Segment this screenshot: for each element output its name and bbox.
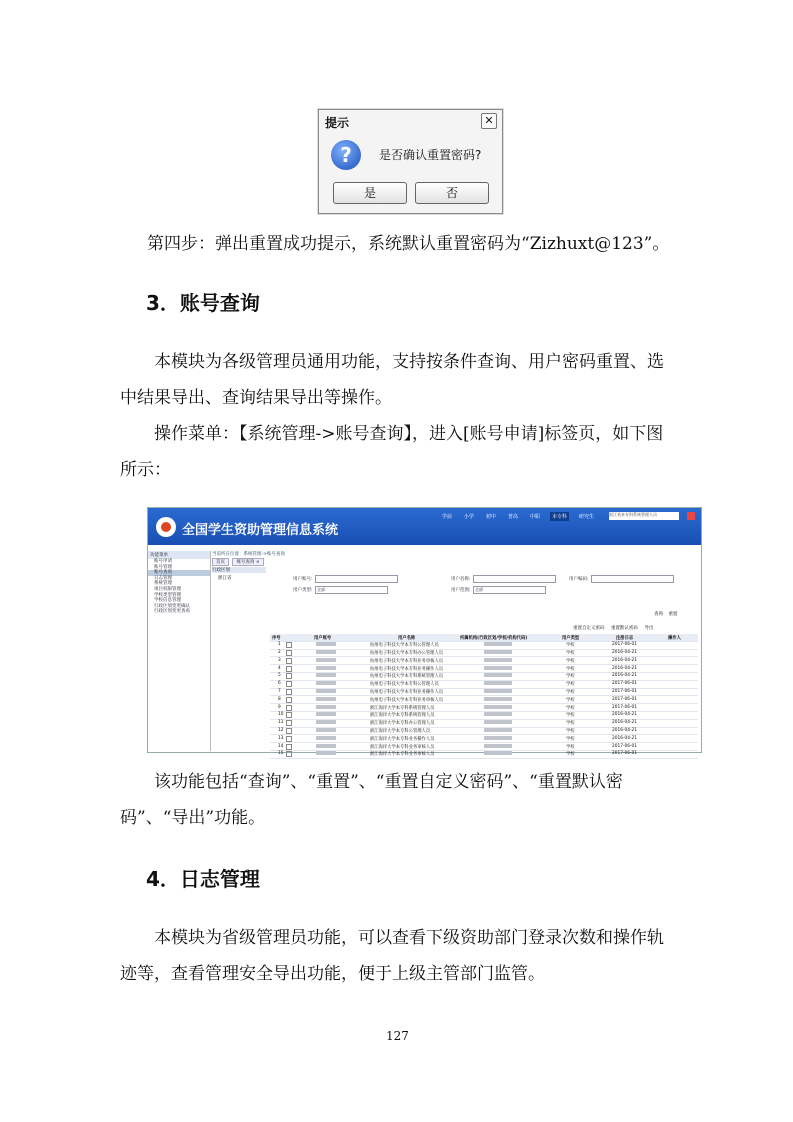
date-cell: 2016-04-21 <box>612 665 637 671</box>
row-checkbox[interactable] <box>286 705 292 712</box>
account-redacted <box>316 751 336 757</box>
row-checkbox[interactable] <box>286 744 292 751</box>
account-redacted <box>316 720 336 726</box>
account-redacted <box>316 705 336 711</box>
row-checkbox[interactable] <box>286 689 292 696</box>
row-number: 3 <box>278 657 281 663</box>
close-icon[interactable]: ✕ <box>481 113 497 129</box>
table-row[interactable] <box>270 720 698 728</box>
question-icon: ? <box>331 140 361 170</box>
table-row[interactable] <box>270 681 698 689</box>
table-row[interactable] <box>270 728 698 736</box>
table-header <box>270 634 698 642</box>
date-cell: 2016-04-21 <box>612 728 637 734</box>
user-type-cell: 学校 <box>566 690 575 696</box>
col-header: 注册日志 <box>616 635 634 641</box>
sidebar-item[interactable]: 系统管理 <box>154 581 172 587</box>
tab-bar <box>212 558 266 566</box>
user-no-input[interactable] <box>315 575 398 583</box>
org-redacted <box>484 697 512 703</box>
table-row[interactable] <box>270 743 698 751</box>
row-checkbox[interactable] <box>286 673 292 680</box>
reset-button[interactable]: 重置 <box>668 612 678 617</box>
section4-heading: 4．日志管理 <box>146 867 260 891</box>
org-redacted <box>484 666 512 672</box>
account-table <box>270 634 698 759</box>
tab-home[interactable]: 首页 <box>212 558 229 566</box>
user-code-input[interactable] <box>591 575 674 583</box>
user-name-cell: 浙江海洋大学本专科业务操作人员 <box>370 736 435 742</box>
row-number: 4 <box>278 665 281 671</box>
user-type-cell: 学校 <box>566 744 575 750</box>
org-redacted <box>484 728 512 734</box>
account-redacted <box>316 650 336 656</box>
row-number: 13 <box>278 735 284 741</box>
user-type-label: 用户类型: <box>293 588 313 593</box>
table-row[interactable] <box>270 650 698 658</box>
user-name-cell: 浙江海洋大学本专科系统管理人员 <box>370 713 435 719</box>
account-redacted <box>316 736 336 742</box>
account-redacted <box>316 642 336 648</box>
app-screenshot <box>147 507 702 758</box>
row-number: 14 <box>278 743 284 749</box>
user-name-cell: 浙江海洋大学本专科业务审核人员 <box>370 744 435 750</box>
app-header <box>148 508 701 545</box>
user-name-cell: 杭州电子科技大学本专科系统管理人员 <box>370 674 444 680</box>
tree-head: 行政区划 <box>212 567 266 573</box>
account-redacted <box>316 673 336 679</box>
row-checkbox[interactable] <box>286 650 292 657</box>
user-name-cell: 浙江海洋大学本专科系统管理人员 <box>370 705 435 711</box>
date-cell: 2017-06-01 <box>612 743 637 749</box>
user-type-cell: 学校 <box>566 658 575 664</box>
nav-tab[interactable]: 学前 <box>441 514 452 520</box>
col-header: 所属机构(行政区划/学校/机构代码) <box>460 635 528 641</box>
user-no-label: 用户账号: <box>293 577 313 582</box>
date-cell: 2017-06-01 <box>612 689 637 695</box>
date-cell: 2016-04-21 <box>612 712 637 718</box>
sidebar-item[interactable]: 学校信息管理 <box>154 598 181 604</box>
org-redacted <box>484 712 512 718</box>
sidebar-head: 功能菜单 <box>148 551 210 559</box>
org-redacted <box>484 751 512 757</box>
org-redacted <box>484 673 512 679</box>
table-row[interactable] <box>270 735 698 743</box>
nav-tab[interactable]: 初中 <box>485 514 496 520</box>
nav-tab[interactable]: 研究生 <box>578 514 594 520</box>
row-number: 8 <box>278 696 281 702</box>
row-checkbox[interactable] <box>286 736 292 743</box>
dialog-title: 提示 <box>325 116 350 130</box>
user-name-cell: 杭州电子科技大学本专科公管理人员 <box>370 643 439 649</box>
row-number: 12 <box>278 728 284 734</box>
close-icon[interactable] <box>687 512 695 520</box>
user-select[interactable]: 浙江省本专科系统管理人员 <box>609 512 679 520</box>
no-button[interactable]: 否 <box>415 182 489 204</box>
user-type-cell: 学校 <box>566 643 575 649</box>
date-cell: 2016-04-21 <box>612 650 637 656</box>
user-name-cell: 杭州电子科技大学本专科业务操作人员 <box>370 666 444 672</box>
user-type-cell: 学校 <box>566 752 575 758</box>
nav-tab[interactable]: 中职 <box>529 514 540 520</box>
date-cell: 2016-04-21 <box>612 735 637 741</box>
date-cell: 2016-04-21 <box>612 657 637 663</box>
row-checkbox[interactable] <box>286 751 292 758</box>
tab-account-query[interactable]: 账号查询 × <box>232 558 263 566</box>
row-number: 1 <box>278 642 281 648</box>
user-type-select[interactable]: 全部 <box>315 586 388 594</box>
export-button[interactable]: 导出 <box>644 626 654 631</box>
org-redacted <box>484 744 512 750</box>
query-buttons <box>654 611 677 617</box>
sidebar-item[interactable]: 行政区划变更确认 <box>154 603 190 609</box>
row-checkbox[interactable] <box>286 681 292 688</box>
row-number: 15 <box>278 751 284 757</box>
sidebar-item[interactable]: 学校类型管理 <box>154 592 181 598</box>
query-button[interactable]: 查询 <box>654 612 663 617</box>
row-checkbox[interactable] <box>286 712 292 719</box>
org-redacted <box>484 650 512 656</box>
row-number: 2 <box>278 650 281 656</box>
col-header: 序号 <box>272 635 281 641</box>
date-cell: 2017-06-01 <box>612 681 637 687</box>
date-cell: 2016-04-21 <box>612 720 637 726</box>
row-checkbox[interactable] <box>286 642 292 649</box>
nav-tab[interactable]: 普高 <box>507 514 518 520</box>
table-row[interactable] <box>270 665 698 673</box>
table-row[interactable] <box>270 696 698 704</box>
sidebar-item[interactable]: 账号管理 <box>154 564 172 570</box>
row-number: 9 <box>278 704 281 710</box>
account-redacted <box>316 712 336 718</box>
user-name-cell: 杭州电子科技大学本专科业务审核人员 <box>370 658 444 664</box>
user-name-cell: 杭州电子科技大学本专科办公管理人员 <box>370 651 444 657</box>
date-cell: 2016-04-21 <box>612 673 637 679</box>
row-checkbox[interactable] <box>286 720 292 727</box>
table-row[interactable] <box>270 712 698 720</box>
grid-toolbar <box>573 625 653 631</box>
account-redacted <box>316 658 336 664</box>
date-cell: 2017-06-01 <box>612 642 637 648</box>
user-name-label: 用户名称: <box>451 577 471 582</box>
user-type-cell: 学校 <box>566 651 575 657</box>
sidebar <box>148 551 211 751</box>
row-number: 11 <box>278 720 284 726</box>
nav-tab[interactable]: 小学 <box>463 514 474 520</box>
section3-paragraph-1: 本模块为各级管理员通用功能，支持按条件查询、用户密码重置、选中结果导出、查询结果导出等操作。 <box>120 352 664 408</box>
section3-paragraph-3: 该功能包括“查询”、“重置”、“重置自定义密码”、“重置默认密码”、“导出”功能。 <box>120 772 623 828</box>
user-type-cell: 学校 <box>566 729 575 735</box>
date-cell: 2017-06-01 <box>612 751 637 757</box>
page-number: 127 <box>386 1029 409 1043</box>
org-redacted <box>484 705 512 711</box>
step4-text: 第四步：弹出重置成功提示，系统默认重置密码为“Zizhuxt@123”。 <box>147 234 670 254</box>
sidebar-item[interactable]: 账号申请 <box>154 559 172 564</box>
org-redacted <box>484 736 512 742</box>
table-row[interactable] <box>270 673 698 681</box>
user-name-cell: 浙江海洋大学本专科公管理人员 <box>370 729 431 735</box>
nav-tab-active[interactable]: 本专科 <box>551 514 567 520</box>
reset-custom-password-button[interactable]: 重置自定义密码 <box>573 626 605 631</box>
account-redacted <box>316 689 336 695</box>
user-code-label: 用户编码: <box>569 577 589 582</box>
account-redacted <box>316 744 336 750</box>
logo-icon <box>156 517 176 537</box>
org-redacted <box>484 681 512 687</box>
yes-button[interactable]: 是 <box>333 182 407 204</box>
tree-root[interactable]: 浙江省 <box>218 576 232 581</box>
org-redacted <box>484 658 512 664</box>
reset-default-password-button[interactable]: 重置默认密码 <box>610 626 638 631</box>
row-checkbox[interactable] <box>286 658 292 665</box>
row-checkbox[interactable] <box>286 697 292 704</box>
account-redacted <box>316 728 336 734</box>
user-name-cell: 杭州电子科技大学本专科业务操作人员 <box>370 690 444 696</box>
col-header: 用户名称 <box>398 635 416 641</box>
user-name-input[interactable] <box>473 575 556 583</box>
table-row[interactable] <box>270 642 698 650</box>
row-checkbox[interactable] <box>286 666 292 673</box>
date-cell: 2017-06-01 <box>612 704 637 710</box>
date-cell: 2017-06-01 <box>612 696 637 702</box>
sidebar-item[interactable]: 日志管理 <box>154 575 172 581</box>
org-redacted <box>484 720 512 726</box>
col-header: 用户类型 <box>562 635 580 641</box>
table-row[interactable] <box>270 751 698 759</box>
row-number: 10 <box>278 712 284 718</box>
row-number: 7 <box>278 689 281 695</box>
col-header: 用户账号 <box>314 635 332 641</box>
user-name-cell: 杭州电子科技大学本专科业务审核人员 <box>370 697 444 703</box>
account-redacted <box>316 666 336 672</box>
table-row[interactable] <box>270 689 698 697</box>
confirm-dialog <box>318 109 503 214</box>
user-range-select[interactable]: 全部 <box>473 586 546 594</box>
user-type-cell: 学校 <box>566 736 575 742</box>
sidebar-item[interactable]: 行政区划变更查看 <box>154 609 190 615</box>
user-name-cell: 浙江海洋大学本专科办公管理人员 <box>370 721 435 727</box>
section3-heading: 3．账号查询 <box>146 291 260 315</box>
dialog-message: 是否确认重置密码? <box>379 148 482 162</box>
breadcrumb: 当前所在位置：系统管理->账号查询 <box>212 552 285 557</box>
user-type-cell: 学校 <box>566 705 575 711</box>
table-row[interactable] <box>270 657 698 665</box>
user-range-label: 用户范围: <box>451 588 471 593</box>
org-redacted <box>484 642 512 648</box>
row-number: 6 <box>278 681 281 687</box>
col-header: 操作人 <box>668 635 681 641</box>
user-type-cell: 学校 <box>566 674 575 680</box>
user-name-cell: 杭州电子科技大学本专科公管理人员 <box>370 682 439 688</box>
section3-paragraph-2: 操作菜单：【系统管理->账号查询】，进入[账号申请]标签页，如下图所示： <box>120 424 664 480</box>
table-row[interactable] <box>270 704 698 712</box>
sidebar-item[interactable]: 项目权限管理 <box>154 586 181 592</box>
account-redacted <box>316 681 336 687</box>
app-nav <box>440 512 596 521</box>
user-name-cell: 浙江海洋大学本专科业务审核人员 <box>370 752 435 758</box>
section4-paragraph-1: 本模块为省级管理员功能，可以查看下级资助部门登录次数和操作轨迹等，查看管理安全导出功能，便于上级主管部门监管。 <box>120 928 664 984</box>
user-type-cell: 学校 <box>566 682 575 688</box>
account-redacted <box>316 697 336 703</box>
row-checkbox[interactable] <box>286 728 292 735</box>
user-type-cell: 学校 <box>566 666 575 672</box>
user-type-cell: 学校 <box>566 713 575 719</box>
sidebar-item-selected[interactable]: 账号查询 <box>148 570 210 576</box>
user-type-cell: 学校 <box>566 721 575 727</box>
user-type-cell: 学校 <box>566 697 575 703</box>
org-redacted <box>484 689 512 695</box>
row-number: 5 <box>278 673 281 679</box>
app-title: 全国学生资助管理信息系统 <box>182 523 339 538</box>
